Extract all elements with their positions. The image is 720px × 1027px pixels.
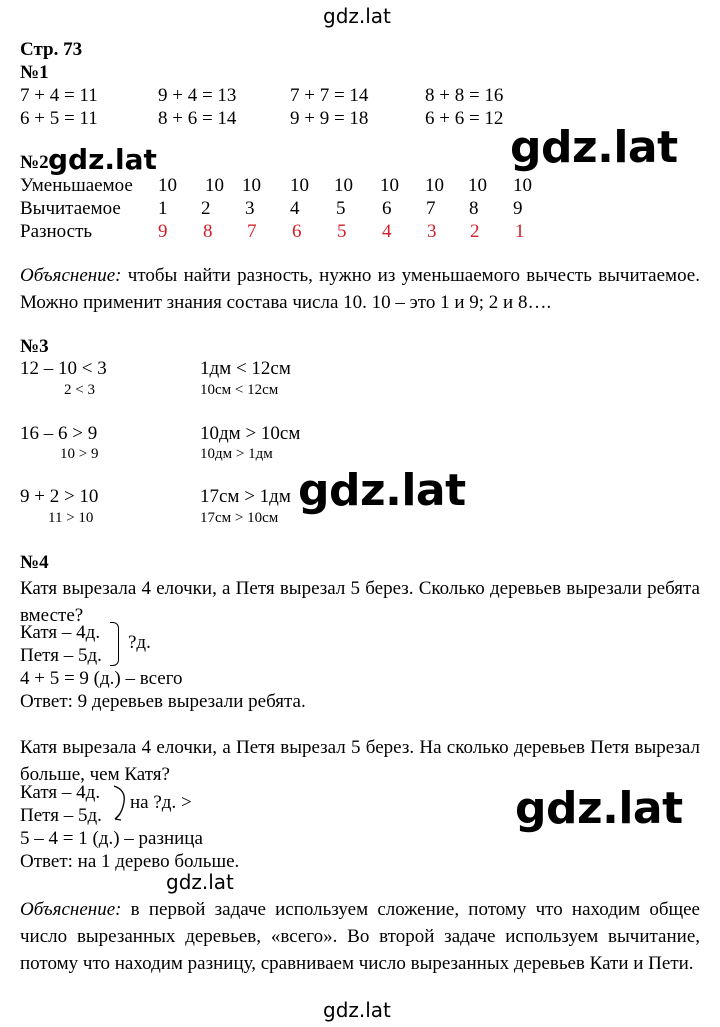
- difference-cell: 3: [427, 221, 437, 242]
- equation: 9 + 4 = 13: [158, 85, 237, 106]
- task1-title: №1: [20, 62, 49, 83]
- problem-2-answer: Ответ: на 1 дерево больше.: [20, 851, 240, 872]
- minuend-cell: 10: [468, 175, 487, 196]
- subtrahend-cell: 9: [513, 198, 523, 219]
- equation: 9 + 9 = 18: [290, 108, 369, 129]
- difference-cell: 1: [515, 221, 525, 242]
- subtrahend-cell: 3: [245, 198, 255, 219]
- page-number: Стр. 73: [20, 39, 83, 60]
- difference-cell: 8: [203, 221, 213, 242]
- watermark-right: gdz.lat: [510, 122, 678, 173]
- problem-1-answer: Ответ: 9 деревьев вырезали ребята.: [20, 691, 306, 712]
- task2-title: №2: [20, 152, 49, 173]
- equation: 8 + 8 = 16: [425, 85, 504, 106]
- explanation-text: чтобы найти разность, нужно из уменьшаемого вычесть вычитаемое. Можно применит знания состава числа 10. 10 – это 1 и 9; 2 и 8….: [20, 265, 700, 313]
- subtrahend-cell: 4: [290, 198, 300, 219]
- subtrahend-cell: 7: [426, 198, 436, 219]
- comparison-left-detail: 10 > 9: [60, 446, 99, 462]
- problem-1-petya: Петя – 5д.: [20, 645, 102, 666]
- problem-2-solution: 5 – 4 = 1 (д.) – разница: [20, 828, 203, 849]
- comparison-left-detail: 11 > 10: [48, 510, 94, 526]
- subtrahend-cell: 5: [336, 198, 346, 219]
- comparison-left-detail: 2 < 3: [64, 382, 95, 398]
- row-label-minuend: Уменьшаемое: [20, 175, 133, 196]
- watermark-middle: gdz.lat: [298, 465, 466, 516]
- problem-1-text: Катя вырезала 4 елочки, а Петя вырезал 5 берез. Сколько деревьев вырезали ребята вместе?: [20, 578, 700, 626]
- comparison-right: 17см > 1дм: [200, 486, 291, 507]
- minuend-cell: 10: [158, 175, 177, 196]
- difference-cell: 9: [158, 221, 168, 242]
- watermark-lower-left: gdz.lat: [166, 870, 234, 894]
- minuend-cell: 10: [425, 175, 444, 196]
- row-label-subtrahend: Вычитаемое: [20, 198, 121, 219]
- task4-explanation: [20, 896, 700, 977]
- minuend-cell: 10: [513, 175, 532, 196]
- subtrahend-cell: 6: [382, 198, 392, 219]
- task2-explanation: [20, 262, 700, 316]
- explanation-label: Объяснение:: [20, 899, 122, 920]
- explanation-text: в первой задаче используем сложение, потому что находим общее число вырезанных деревьев, «всего». Во второй задаче используем вычитание, потому что находим разницу, сравниваем число вырезанных деревьев Кати и Пети.: [20, 899, 700, 974]
- difference-cell: 2: [470, 221, 480, 242]
- equation: 7 + 7 = 14: [290, 85, 369, 106]
- row-label-difference: Разность: [20, 221, 93, 242]
- subtrahend-cell: 8: [469, 198, 479, 219]
- task4-title: №4: [20, 552, 49, 573]
- equation: 7 + 4 = 11: [20, 85, 98, 106]
- minuend-cell: 10: [290, 175, 309, 196]
- difference-cell: 4: [382, 221, 392, 242]
- problem-2-text: Катя вырезала 4 елочки, а Петя вырезал 5 берез. На сколько деревьев Петя вырезал больше, чем Катя?: [20, 737, 700, 785]
- comparison-right: 10дм > 10см: [200, 423, 301, 444]
- comparison-right-detail: 10дм > 1дм: [200, 446, 273, 462]
- watermark-inline: gdz.lat: [48, 143, 157, 176]
- comparison-left: 16 – 6 > 9: [20, 423, 98, 444]
- brace: [110, 622, 119, 666]
- minuend-cell: 10: [242, 175, 261, 196]
- comparison-right: 1дм < 12см: [200, 358, 291, 379]
- comparison-left: 12 – 10 < 3: [20, 358, 107, 379]
- equation: 6 + 6 = 12: [425, 108, 504, 129]
- comparison-right-detail: 17см > 10см: [200, 510, 279, 526]
- problem-1-question: ?д.: [128, 632, 151, 653]
- problem-2-question: на ?д. >: [130, 792, 192, 813]
- watermark-top: gdz.lat: [323, 4, 391, 28]
- problem-2-petya: Петя – 5д.: [20, 805, 102, 826]
- equation: 6 + 5 = 11: [20, 108, 98, 129]
- subtrahend-cell: 1: [158, 198, 168, 219]
- minuend-cell: 10: [380, 175, 399, 196]
- watermark-bottom: gdz.lat: [323, 998, 391, 1022]
- equation: 8 + 6 = 14: [158, 108, 237, 129]
- comparison-right-detail: 10см < 12см: [200, 382, 279, 398]
- minuend-cell: 10: [205, 175, 224, 196]
- subtrahend-cell: 2: [201, 198, 211, 219]
- watermark-lower-right: gdz.lat: [515, 783, 683, 834]
- explanation-label: Объяснение:: [20, 265, 122, 286]
- difference-cell: 7: [247, 221, 257, 242]
- problem-1-solution: 4 + 5 = 9 (д.) – всего: [20, 668, 183, 689]
- curved-arrow-icon: [112, 784, 128, 822]
- task3-title: №3: [20, 336, 49, 357]
- problem-2-katya: Катя – 4д.: [20, 782, 101, 803]
- difference-cell: 5: [337, 221, 347, 242]
- problem-1-katya: Катя – 4д.: [20, 622, 101, 643]
- difference-cell: 6: [292, 221, 302, 242]
- minuend-cell: 10: [334, 175, 353, 196]
- comparison-left: 9 + 2 > 10: [20, 486, 99, 507]
